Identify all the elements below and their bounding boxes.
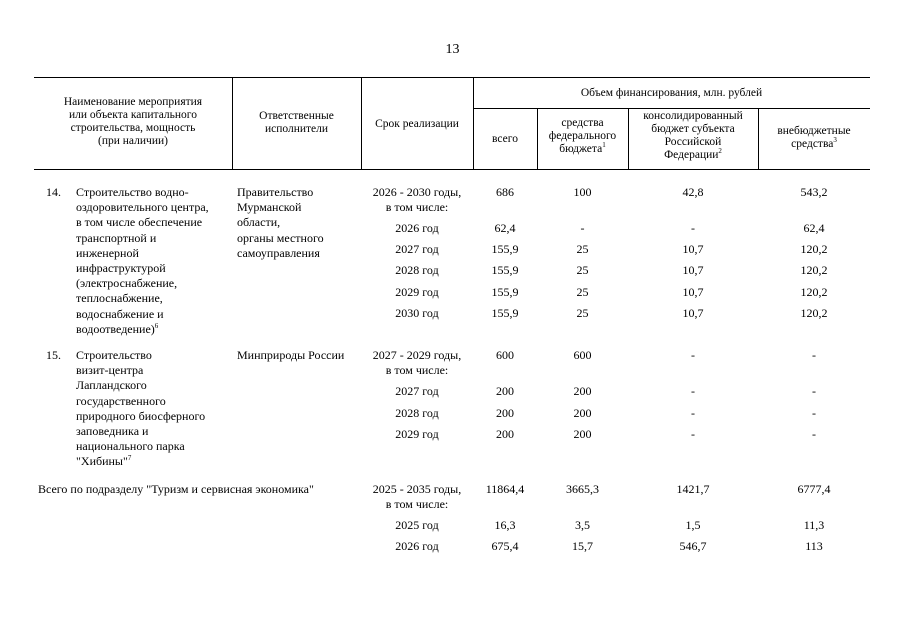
- row-14-total: 686: [496, 185, 514, 199]
- row-14-term-2026: 2026 год: [395, 221, 439, 235]
- row-15-federal-2028: 200: [573, 406, 592, 420]
- row-14-term-2030: 2030 год: [395, 306, 439, 320]
- funding-header-rule: [473, 108, 870, 109]
- summary-offbudget: 6777,4: [797, 482, 831, 496]
- summary-total: 11864,4: [485, 482, 525, 496]
- row-14-offbudget-2029: 120,2: [800, 285, 828, 299]
- row-15-term-2027: 2027 год: [395, 384, 439, 398]
- summary-term-2025: 2025 год: [395, 518, 439, 532]
- row-15-name: Строительство визит-центра Лапландского государственного природного биосферного заповедника и национального парка "Хибины"$^7$: [76, 348, 206, 469]
- row-14-term-2028: 2028 год: [395, 263, 439, 277]
- row-14-federal-2029: 25: [576, 285, 589, 299]
- row-14-consolidated-2027: 10,7: [682, 242, 704, 256]
- row-14-consolidated-2028: 10,7: [682, 263, 704, 277]
- row-14-offbudget-2026: 62,4: [803, 221, 825, 235]
- row-15-federal-2029: 200: [573, 427, 592, 441]
- header-offbudget: внебюджетные средства$^3$: [777, 125, 851, 150]
- row-15-offbudget-2029: -: [812, 427, 816, 441]
- header-term: Срок реализации: [375, 118, 459, 130]
- summary-consolidated-2025: 1,5: [685, 518, 701, 532]
- summary-federal-2026: 15,7: [572, 539, 593, 553]
- table-top-rule: [34, 77, 870, 78]
- summary-consolidated: 1421,7: [676, 482, 710, 496]
- row-14-consolidated-2030: 10,7: [682, 306, 704, 320]
- summary-federal: 3665,3: [566, 482, 599, 496]
- row-14-total-2030: 155,9: [491, 306, 519, 320]
- row-14-federal-2030: 25: [576, 306, 589, 320]
- row-15-term-total: 2027 - 2029 годы, в том числе:: [372, 348, 462, 377]
- header-name: Наименование мероприятия или объекта капитального строительства, мощность (при наличии): [63, 96, 203, 147]
- summary-total-2026: 675,4: [491, 539, 519, 553]
- row-14-total-2026: 62,4: [494, 221, 516, 235]
- header-consolidated: консолидированный бюджет субъекта Российской Федерации$^2$: [643, 110, 743, 161]
- row-14-federal-2027: 25: [576, 242, 589, 256]
- header-funding: Объем финансирования, млн. рублей: [580, 87, 763, 99]
- row-14-term-2027: 2027 год: [395, 242, 439, 256]
- row-14-term-2029: 2029 год: [395, 285, 439, 299]
- row-14-federal-2026: -: [580, 221, 585, 235]
- row-15-total-2027: 200: [496, 384, 514, 398]
- row-15-total-2029: 200: [496, 427, 514, 441]
- row-14-federal: 100: [573, 185, 592, 199]
- row-15-consolidated-2027: -: [691, 384, 695, 398]
- header-federal: средства федерального бюджета$^1$: [548, 117, 617, 155]
- row-15-number: 15.: [46, 348, 61, 362]
- row-15-total-2028: 200: [496, 406, 514, 420]
- row-15-responsible: Минприроды России: [237, 348, 345, 362]
- row-15-total: 600: [496, 348, 514, 362]
- row-14-number: 14.: [46, 185, 61, 199]
- row-14-responsible: Правительство Мурманской области, органы местного самоуправления: [237, 185, 324, 260]
- row-14-offbudget-2030: 120,2: [800, 306, 828, 320]
- row-14-offbudget: 543,2: [800, 185, 828, 199]
- row-14-total-2028: 155,9: [491, 263, 519, 277]
- row-15-term-2028: 2028 год: [395, 406, 439, 420]
- row-15-term-2029: 2029 год: [395, 427, 439, 441]
- summary-term-2026: 2026 год: [395, 539, 439, 553]
- row-15-consolidated-2029: -: [691, 427, 695, 441]
- row-15-offbudget: -: [812, 348, 816, 362]
- row-14-federal-2028: 25: [576, 263, 589, 277]
- row-14-consolidated: 42,8: [682, 185, 704, 199]
- summary-offbudget-2026: 113: [805, 539, 823, 553]
- header-total: всего: [492, 133, 518, 145]
- row-15-federal-2027: 200: [573, 384, 592, 398]
- summary-label: Всего по подразделу "Туризм и сервисная экономика": [38, 482, 314, 496]
- header-bottom-rule: [34, 169, 870, 170]
- summary-offbudget-2025: 11,3: [803, 518, 825, 532]
- row-14-name: Строительство водно- оздоровительного центра, в том числе обеспечение транспортной и инженерной инфраструктурой (электроснабжение, теплоснабжение, водоснабжение и водоотведение)$^6$: [76, 185, 209, 336]
- summary-consolidated-2026: 546,7: [679, 539, 707, 553]
- row-14-offbudget-2028: 120,2: [800, 263, 828, 277]
- row-14-consolidated-2029: 10,7: [682, 285, 704, 299]
- header-responsible: Ответственные исполнители: [259, 110, 334, 135]
- row-14-offbudget-2027: 120,2: [800, 242, 828, 256]
- row-14-total-2029: 155,9: [491, 285, 519, 299]
- row-15-offbudget-2028: -: [812, 406, 816, 420]
- row-15-federal: 600: [573, 348, 592, 362]
- row-14-consolidated-2026: -: [691, 221, 695, 235]
- page-number: 13: [445, 42, 460, 57]
- row-15-consolidated-2028: -: [691, 406, 695, 420]
- row-15-consolidated: -: [691, 348, 695, 362]
- summary-federal-2025: 3,5: [575, 518, 590, 532]
- row-15-offbudget-2027: -: [812, 384, 816, 398]
- summary-total-2025: 16,3: [494, 518, 516, 532]
- row-14-term-total: 2026 - 2030 годы, в том числе:: [372, 185, 462, 214]
- row-14-total-2027: 155,9: [491, 242, 519, 256]
- summary-term-total: 2025 - 2035 годы, в том числе:: [372, 482, 462, 511]
